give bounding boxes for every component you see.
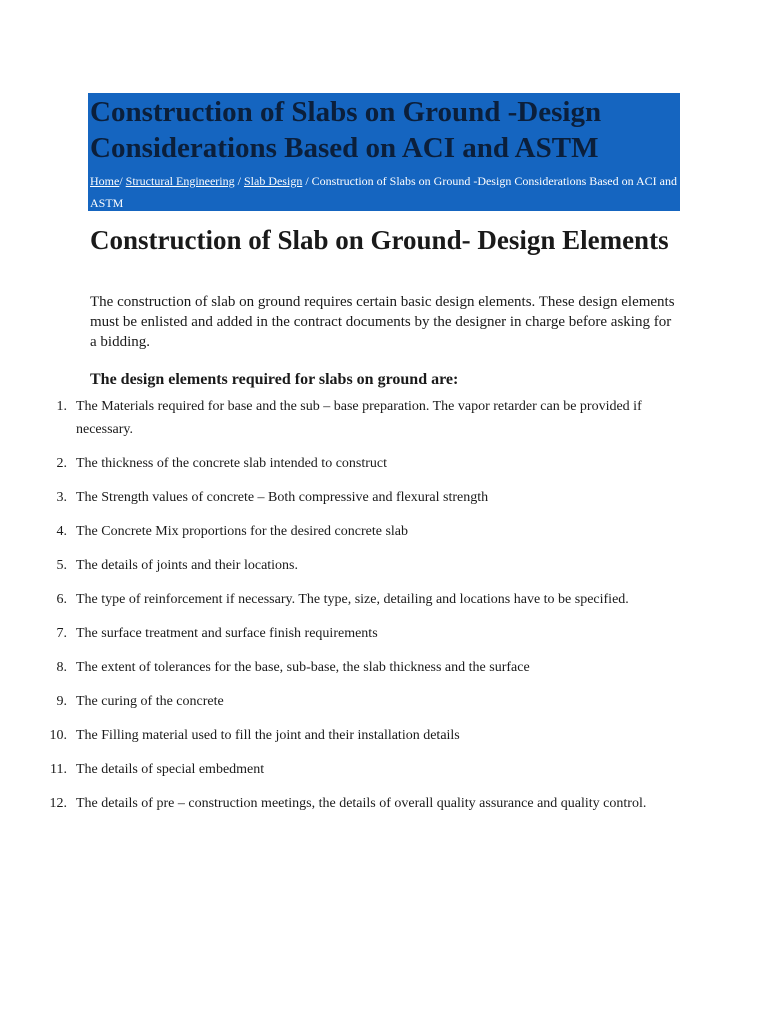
list-item-text: The extent of tolerances for the base, sub-base, the slab thickness and the surface <box>76 660 530 675</box>
list-item <box>0 520 768 543</box>
list-item-text: The Strength values of concrete – Both compressive and flexural strength <box>76 490 489 505</box>
title-banner <box>88 93 680 211</box>
list-item-number: 10. <box>49 728 67 743</box>
breadcrumb-separator: / <box>119 174 126 188</box>
list-item <box>0 622 768 645</box>
breadcrumb-separator: / <box>234 174 244 188</box>
list-item <box>0 656 768 679</box>
list-item-number: 2. <box>56 456 67 471</box>
page-title: Construction of Slabs on Ground -Design Considerations Based on ACI and ASTM <box>90 96 602 164</box>
list-item-text: The type of reinforcement if necessary. The type, size, detailing and locations have to be specified. <box>76 592 629 607</box>
list-item-number: 4. <box>56 524 67 539</box>
list-item <box>0 724 768 747</box>
breadcrumb <box>90 170 678 214</box>
list-item <box>0 588 768 611</box>
list-item-number: 5. <box>56 558 67 573</box>
list-item <box>0 486 768 509</box>
list-item-text: The curing of the concrete <box>76 694 224 709</box>
breadcrumb-home-link[interactable]: Home <box>90 174 120 188</box>
list-item <box>0 792 768 815</box>
design-elements-list <box>0 395 768 826</box>
list-item-number: 7. <box>56 626 67 641</box>
list-item <box>0 690 768 713</box>
list-item-number: 1. <box>56 399 67 414</box>
list-item-text: The Concrete Mix proportions for the desired concrete slab <box>76 524 409 539</box>
list-item-number: 8. <box>56 660 67 675</box>
list-item-number: 6. <box>56 592 67 607</box>
list-item <box>0 758 768 781</box>
list-item <box>0 554 768 577</box>
breadcrumb-slab-design-link[interactable]: Slab Design <box>243 174 303 188</box>
list-item-number: 3. <box>56 490 67 505</box>
list-item-text: The surface treatment and surface finish requirements <box>76 626 378 641</box>
list-heading: The design elements required for slabs on ground are: <box>90 371 459 388</box>
list-item-text: The thickness of the concrete slab intended to construct <box>76 456 388 471</box>
list-item-number: 12. <box>49 796 67 811</box>
list-item-number: 9. <box>56 694 67 709</box>
list-item <box>0 452 768 475</box>
list-item <box>0 395 768 441</box>
article-heading: Construction of Slab on Ground- Design Elements <box>90 225 669 255</box>
list-item-text: The Filling material used to fill the joint and their installation details <box>76 728 460 743</box>
list-item-number: 11. <box>50 762 67 777</box>
intro-paragraph: The construction of slab on ground requires certain basic design elements. These design elements must be enlisted and added in the contract documents by the designer in charge before asking for a bidding. <box>90 294 675 350</box>
list-item-text: The Materials required for base and the sub – base preparation. The vapor retarder can be provided if necessary. <box>76 399 642 437</box>
list-item-text: The details of special embedment <box>76 762 265 777</box>
list-item-text: The details of joints and their locations. <box>76 558 299 573</box>
breadcrumb-current: / Construction of Slabs on Ground -Design Considerations Based on ACI and ASTM <box>90 174 677 210</box>
breadcrumb-structural-engineering-link[interactable]: Structural Engineering <box>125 174 235 188</box>
list-item-text: The details of pre – construction meetings, the details of overall quality assurance and quality control. <box>76 796 647 811</box>
